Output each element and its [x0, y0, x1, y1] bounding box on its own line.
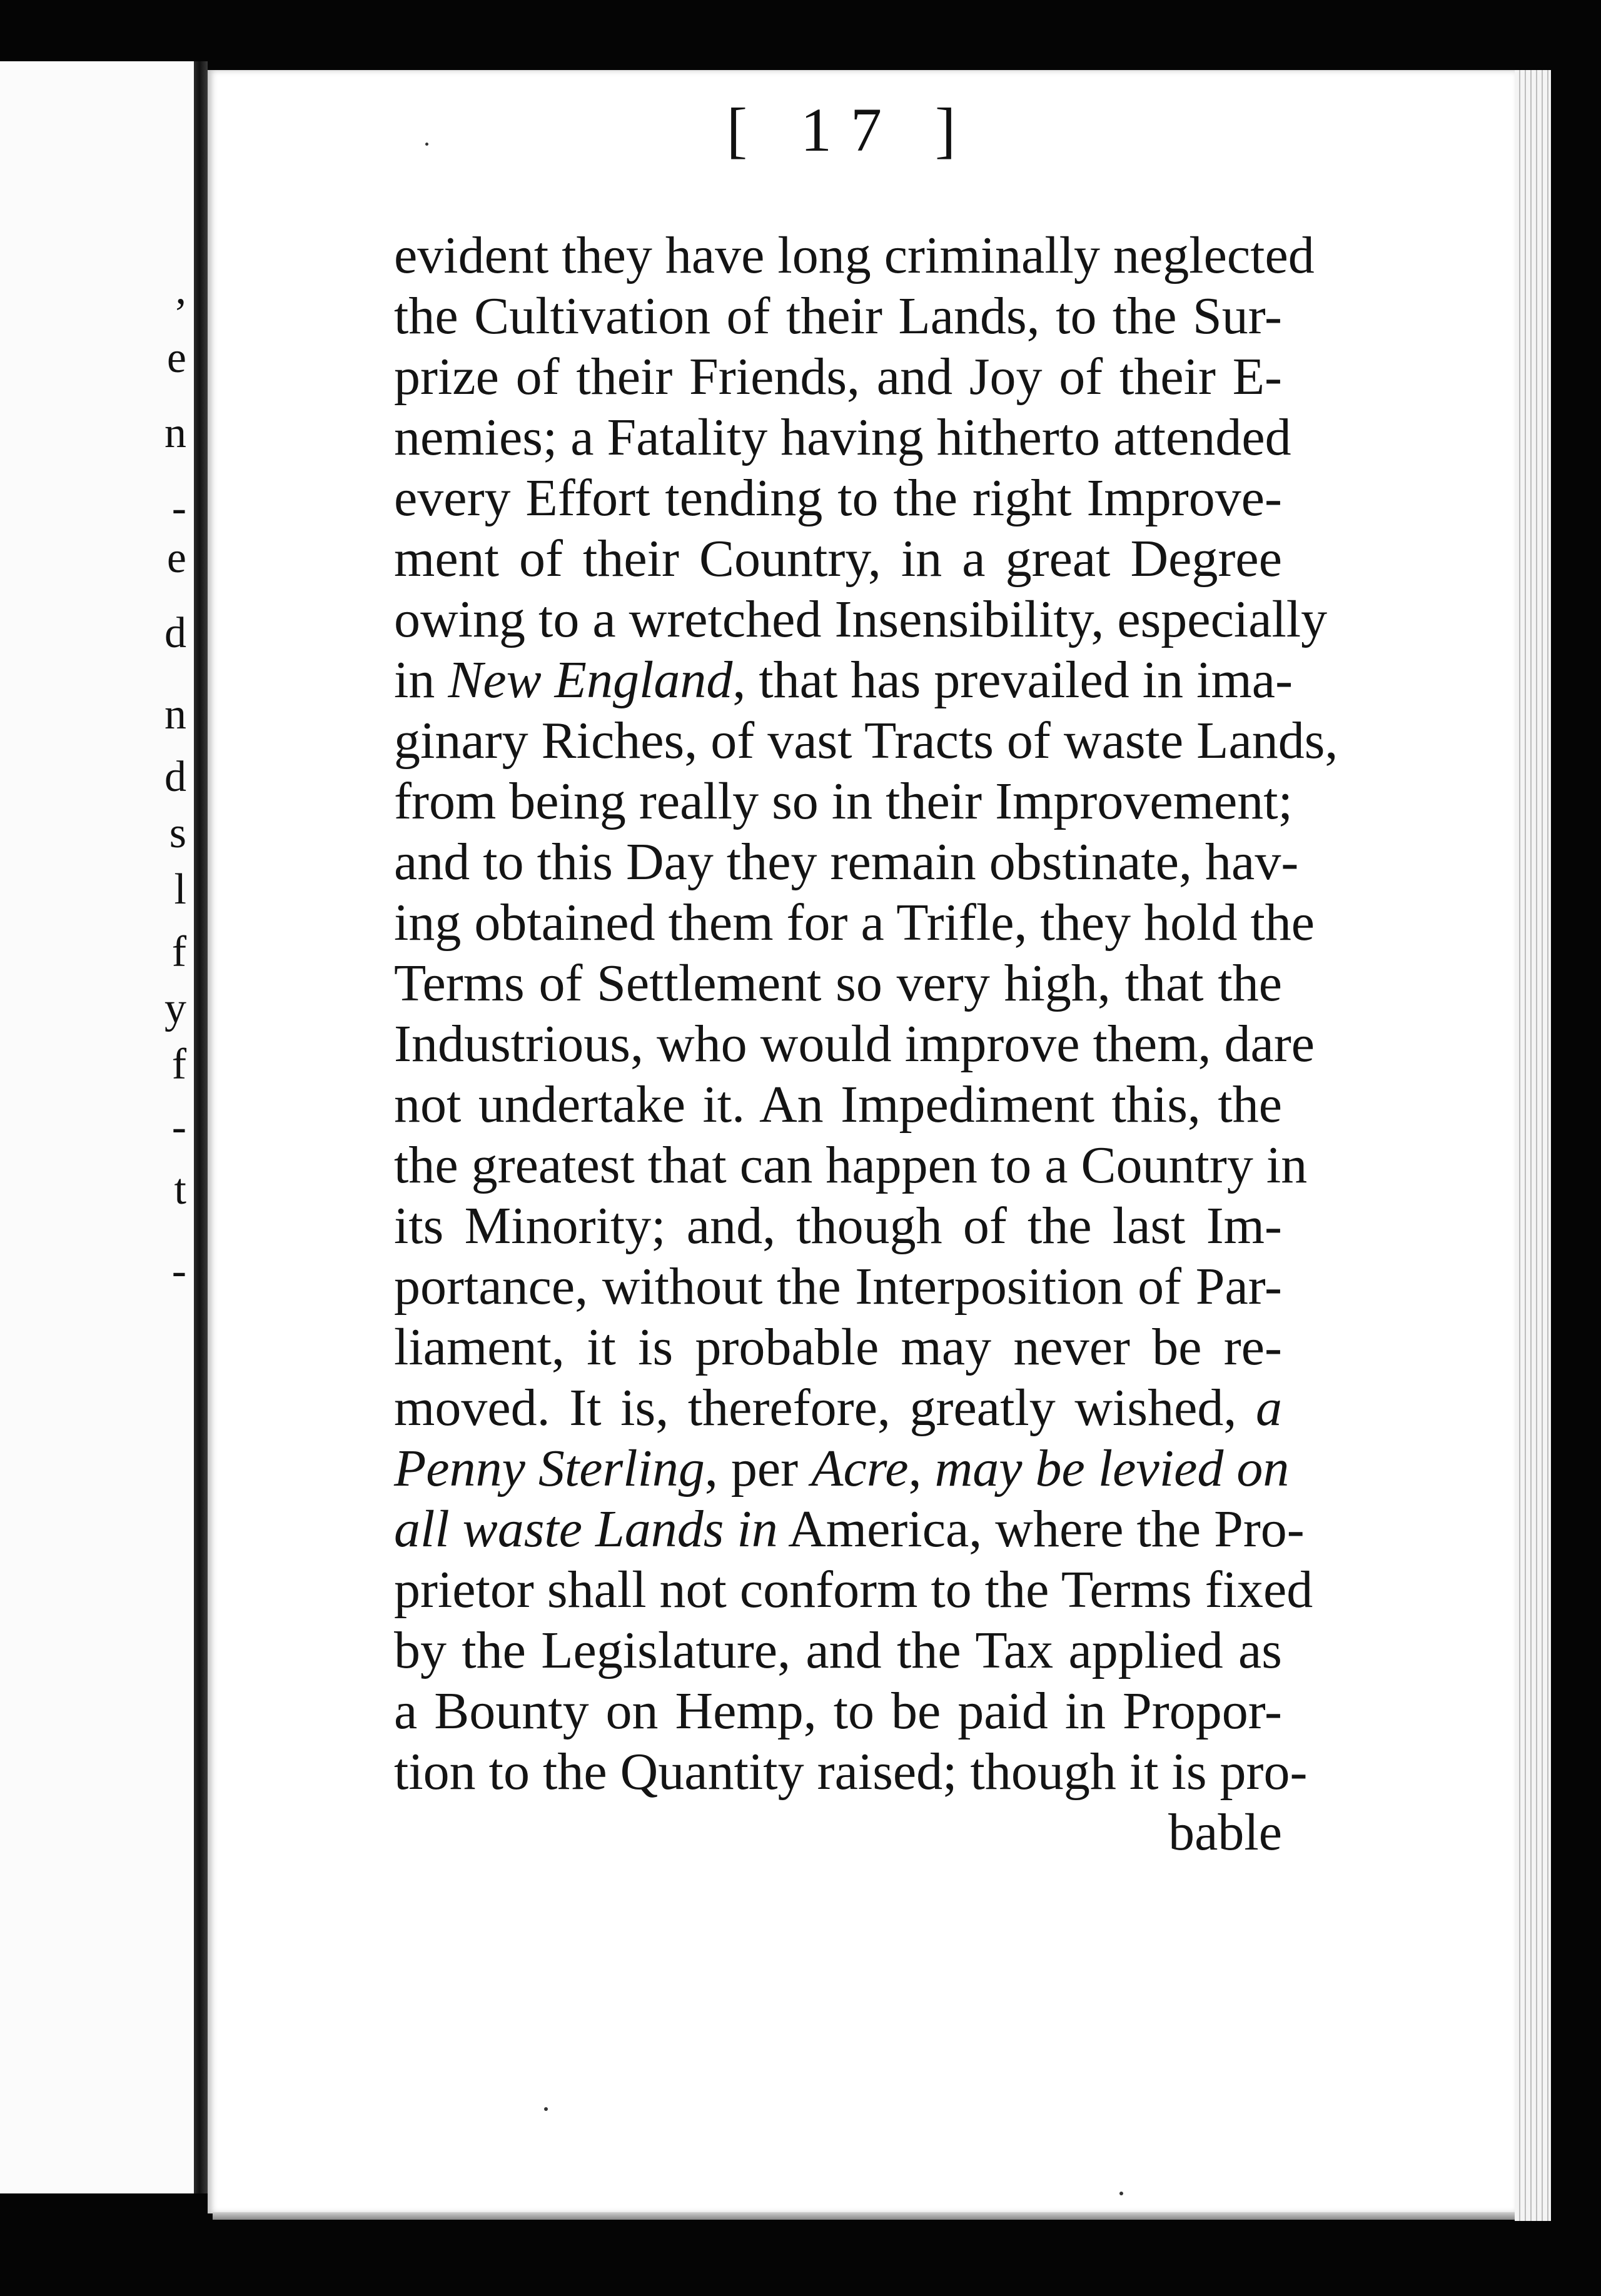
text-run: ment of their Country, in a great Degree [394, 530, 1282, 588]
text-run: Terms of Settlement so very high, that the [394, 954, 1282, 1012]
text-line [394, 1256, 1282, 1317]
paper-speck [1119, 2192, 1123, 2195]
page-bottom-edge [213, 2212, 1532, 2220]
text-run: prize of their Friends, and Joy of their E- [394, 348, 1282, 406]
previous-page-letter: , [175, 265, 186, 313]
previous-page-letter: l [174, 865, 186, 914]
text-run: its Minority; and, though of the last Im- [394, 1197, 1282, 1255]
paper-speck [425, 143, 428, 146]
text-line [394, 1438, 1290, 1499]
previous-page-letter: e [166, 534, 186, 582]
text-line [394, 1014, 1315, 1074]
previous-page-letter: n [164, 690, 186, 738]
text-line [394, 1377, 1282, 1438]
book-gutter [194, 61, 208, 2193]
text-run: moved. It is, therefore, greatly wished, [394, 1379, 1256, 1437]
text-line [394, 1135, 1308, 1196]
text-run: not undertake it. An Impediment this, the [394, 1075, 1282, 1134]
paper-speck [544, 2107, 548, 2111]
text-run: a Bounty on Hemp, to be paid in Propor- [394, 1682, 1282, 1740]
previous-page-letter: - [171, 484, 186, 532]
text-line [394, 528, 1282, 589]
text-line [394, 1741, 1308, 1802]
text-run: liament, it is probable may never be re- [394, 1318, 1282, 1376]
text-line [394, 407, 1291, 468]
text-run: , per [704, 1439, 812, 1498]
text-run: by the Legislature, and the Tax applied as [394, 1621, 1282, 1679]
previous-page-letter: d [164, 753, 186, 801]
text-line [394, 1559, 1313, 1620]
text-run: , that has prevailed in ima- [732, 651, 1293, 709]
text-run: prietor shall not conform to the Terms fixed [394, 1561, 1313, 1619]
text-line [394, 589, 1328, 650]
catchword: bable [1168, 1803, 1282, 1861]
italic-text: may be levied on [934, 1439, 1290, 1498]
previous-page-letter: - [171, 1103, 186, 1151]
text-line [394, 468, 1282, 528]
text-run: and to this Day they remain obstinate, hav- [394, 833, 1299, 891]
previous-page-edge [0, 61, 194, 2193]
text-run: evident they have long criminally neglected [394, 226, 1315, 284]
previous-page-letter: e [166, 334, 186, 382]
text-line [394, 892, 1315, 953]
italic-text: Acre [811, 1439, 909, 1498]
previous-page-fragments [0, 61, 194, 2193]
text-run: in [394, 651, 448, 709]
previous-page-letter: d [164, 609, 186, 657]
text-line [394, 710, 1338, 771]
text-run: every Effort tending to the right Improve- [394, 469, 1282, 527]
text-line [394, 346, 1282, 407]
text-run: tion to the Quantity raised; though it is pro- [394, 1743, 1308, 1801]
previous-page-letter: t [174, 1166, 186, 1214]
text-run: ginary Riches, of vast Tracts of waste Lands, [394, 712, 1338, 770]
italic-text: all waste Lands in [394, 1500, 778, 1558]
italic-text: Penny Sterling [394, 1439, 705, 1498]
previous-page-letter: f [171, 928, 186, 976]
text-run: the greatest that can happen to a Country in [394, 1136, 1308, 1194]
previous-page-letter: - [171, 1247, 186, 1295]
text-line [394, 1196, 1282, 1256]
text-run: ing obtained them for a Trifle, they hold the [394, 894, 1315, 952]
text-line [394, 832, 1299, 892]
italic-text: New England [448, 651, 733, 709]
text-run: Industrious, who would improve them, dare [394, 1015, 1315, 1073]
text-run: the Cultivation of their Lands, to the Sur- [394, 287, 1282, 345]
text-line [394, 650, 1293, 710]
text-run: , [908, 1439, 935, 1498]
previous-page-letter: f [171, 1040, 186, 1089]
text-line [394, 771, 1293, 832]
text-run: portance, without the Interposition of Par- [394, 1257, 1282, 1316]
text-line [394, 1317, 1282, 1377]
previous-page-letter: s [169, 809, 186, 857]
text-line [394, 286, 1282, 346]
previous-page-letter: y [164, 984, 186, 1032]
italic-text: a [1256, 1379, 1282, 1437]
text-line [394, 1620, 1282, 1681]
text-run: owing to a wretched Insensibility, especially [394, 590, 1328, 648]
text-run: from being really so in their Improvement; [394, 772, 1293, 830]
page-number: [ 17 ] [726, 95, 975, 164]
text-line [394, 1074, 1282, 1135]
text-line [394, 953, 1282, 1014]
text-line [394, 225, 1315, 286]
text-line [394, 1499, 1305, 1559]
text-line [394, 1681, 1282, 1741]
text-run: America, where the Pro- [777, 1500, 1305, 1558]
previous-page-letter: n [164, 409, 186, 457]
body-text [394, 225, 1338, 1863]
page-edge-stack [1515, 70, 1551, 2221]
text-run: nemies; a Fatality having hitherto attended [394, 408, 1291, 466]
